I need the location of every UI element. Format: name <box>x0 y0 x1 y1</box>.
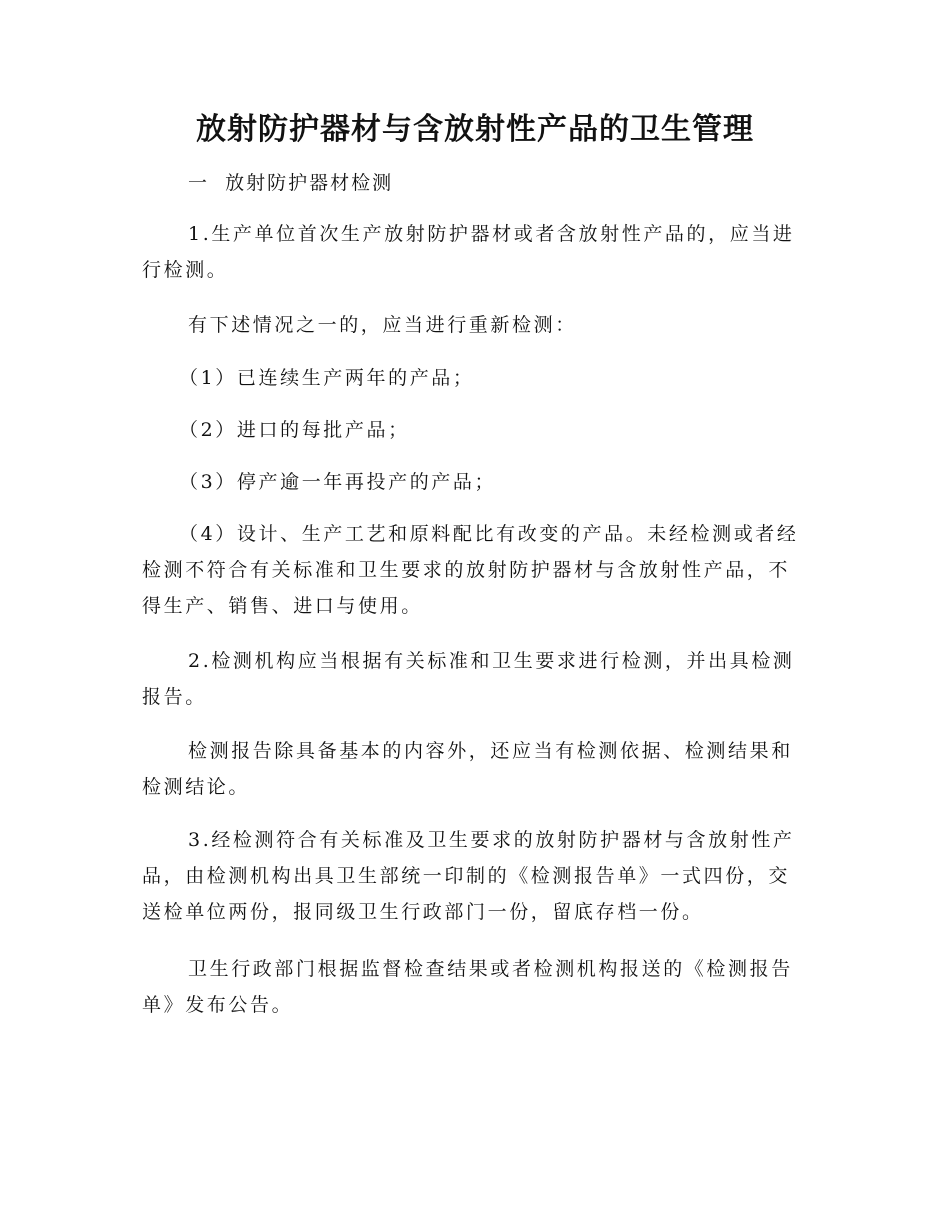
paragraph-1: 1.生产单位首次生产放射防护器材或者含放射性产品的，应当进行检测。 <box>142 223 795 281</box>
paragraph-6: 卫生行政部门根据监督检查结果或者检测机构报送的《检测报告单》发布公告。 <box>142 958 793 1016</box>
list-item-3: （3）停产逾一年再投产的产品； <box>179 471 497 493</box>
paragraph-4: 检测报告除具备基本的内容外，还应当有检测依据、检测结果和检测结论。 <box>142 740 793 798</box>
paragraph-2: 有下述情况之一的，应当进行重新检测： <box>188 314 577 336</box>
document-title: 放射防护器材与含放射性产品的卫生管理 <box>196 112 754 147</box>
list-item-2: （2）进口的每批产品； <box>179 419 410 441</box>
section-heading: 一 放射防护器材检测 <box>188 172 394 194</box>
paragraph-5: 3.经检测符合有关标准及卫生要求的放射防护器材与含放射性产品，由检测机构出具卫生部统一印制的《检测报告单》一式四份，交送检单位两份，报同级卫生行政部门一份，留底存档一份。 <box>142 829 795 923</box>
paragraph-3: 2.检测机构应当根据有关标准和卫生要求进行检测，并出具检测报告。 <box>142 650 795 708</box>
list-item-4: （4）设计、生产工艺和原料配比有改变的产品。未经检测或者经检测不符合有关标准和卫生要求的放射防护器材与含放射性产品，不得生产、销售、进口与使用。 <box>142 523 799 617</box>
list-item-1: （1）已连续生产两年的产品； <box>179 367 475 389</box>
